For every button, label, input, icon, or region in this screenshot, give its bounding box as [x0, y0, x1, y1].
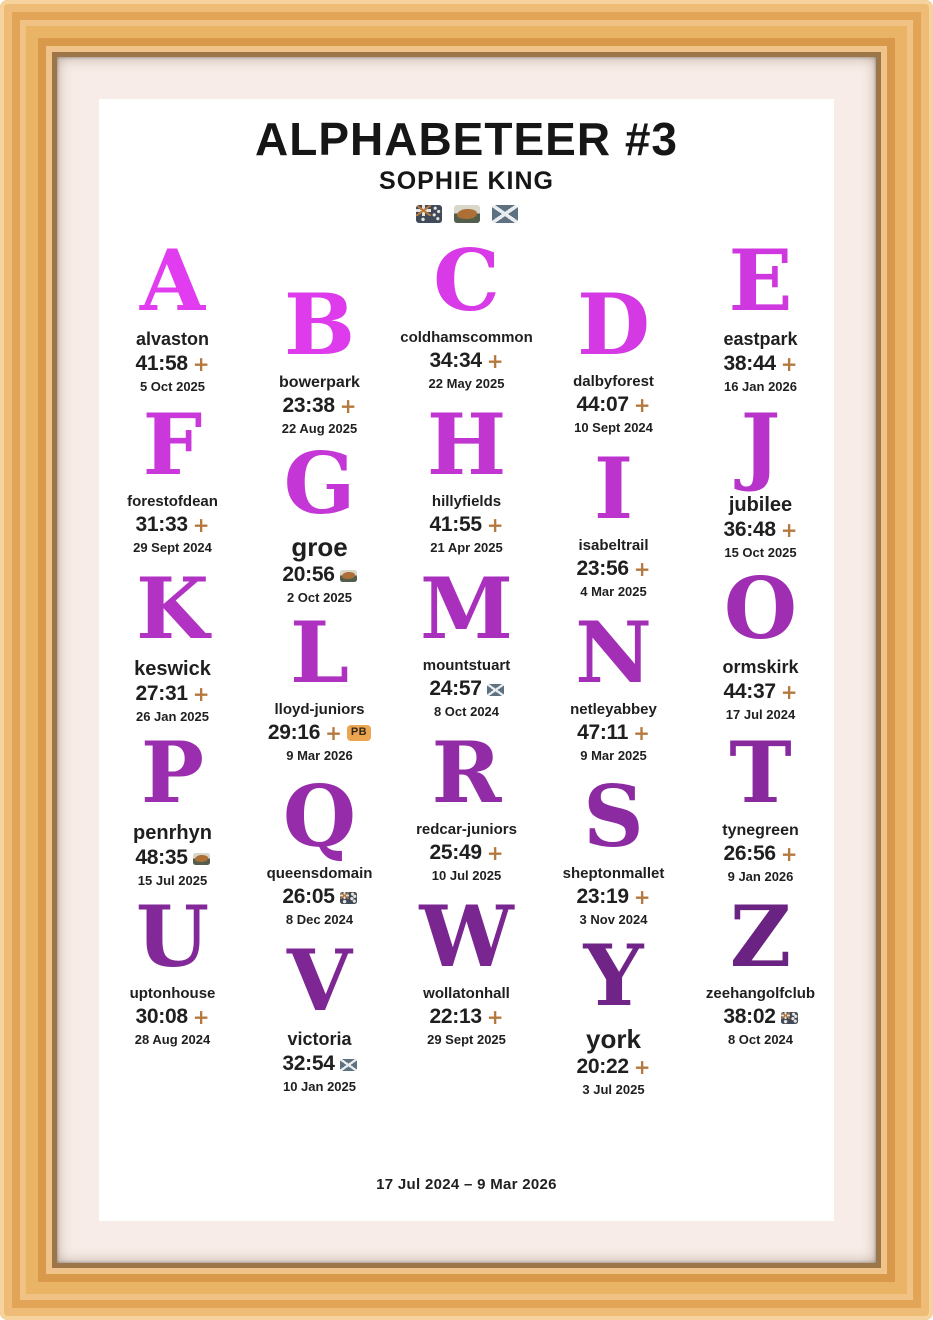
- event-time-row: [724, 842, 798, 866]
- event-name: queensdomain: [266, 865, 373, 883]
- event-name: bowerpark: [279, 374, 360, 392]
- event-name: sheptonmallet: [562, 865, 665, 883]
- event-letter: Y: [583, 925, 644, 1025]
- event-time-row: [136, 1005, 210, 1029]
- event-time-row: [135, 846, 209, 870]
- event-time: 24:57: [429, 676, 482, 700]
- event-cell: [99, 889, 246, 1053]
- event-time: 38:44: [723, 352, 776, 376]
- scotland-flag-icon: [492, 205, 518, 223]
- event-letter: N: [575, 603, 652, 703]
- event-letter: Q: [282, 767, 357, 867]
- event-time-row: [282, 1052, 356, 1076]
- event-time: 38:02: [723, 1004, 776, 1028]
- plus-icon: +: [486, 1004, 504, 1029]
- event-date: 8 Oct 2024: [727, 1031, 794, 1047]
- event-time: 41:58: [135, 352, 188, 376]
- plus-icon: +: [633, 1055, 651, 1080]
- event-time-row: [282, 885, 356, 909]
- event-name: ormskirk: [722, 657, 799, 678]
- event-cell: [99, 561, 246, 725]
- event-date: 9 Mar 2026: [286, 747, 353, 763]
- plus-icon: +: [486, 348, 504, 373]
- event-name: groe: [291, 531, 348, 562]
- event-cell: [687, 561, 834, 725]
- event-name: forestofdean: [127, 493, 218, 511]
- plus-icon: +: [339, 393, 357, 418]
- poster: [99, 99, 834, 1221]
- event-date: 2 Oct 2025: [286, 590, 353, 606]
- event-name: york: [586, 1023, 641, 1054]
- event-letter: M: [420, 559, 513, 659]
- event-letter: S: [583, 767, 644, 867]
- frame-mat: [57, 57, 876, 1263]
- event-time: 22:13: [429, 1004, 482, 1028]
- plus-icon: +: [780, 841, 798, 866]
- event-date: 15 Oct 2025: [724, 545, 797, 561]
- event-time: 44:37: [723, 680, 776, 704]
- event-name: mountstuart: [422, 657, 511, 675]
- event-cell: [393, 889, 540, 1053]
- date-range: 17 Jul 2024 – 9 Mar 2026: [376, 1176, 557, 1193]
- events-grid: [99, 231, 834, 1098]
- event-time: 27:31: [135, 682, 188, 706]
- event-time: 20:22: [576, 1055, 629, 1079]
- event-letter: T: [729, 723, 792, 823]
- event-time-row: [136, 352, 210, 376]
- event-time: 41:55: [429, 512, 482, 536]
- plus-icon: +: [486, 512, 504, 537]
- event-letter: B: [284, 275, 355, 375]
- plus-icon: +: [633, 392, 651, 417]
- event-name: dalbyforest: [573, 373, 654, 391]
- event-letter: F: [142, 395, 203, 495]
- event-letter: K: [135, 559, 209, 659]
- event-time: 36:48: [723, 518, 776, 542]
- scotland-flag-icon: [340, 1059, 357, 1071]
- event-letter: I: [593, 439, 634, 539]
- event-cell: [246, 605, 393, 769]
- wales-flag-icon: [340, 570, 357, 582]
- event-date: 4 Mar 2025: [580, 583, 647, 599]
- event-cell: [99, 725, 246, 889]
- event-date: 8 Dec 2024: [285, 911, 354, 927]
- event-time: 29:16: [267, 720, 321, 744]
- event-time: 48:35: [135, 846, 188, 870]
- event-time-row: [136, 513, 210, 537]
- plus-icon: +: [780, 352, 798, 377]
- australia-flag-icon: [781, 1012, 798, 1024]
- event-letter: C: [433, 231, 500, 331]
- australia-flag-icon: [340, 892, 357, 904]
- event-letter: V: [286, 931, 353, 1031]
- plus-icon: +: [486, 840, 504, 865]
- event-letter: P: [140, 723, 205, 823]
- event-cell: [246, 277, 393, 441]
- event-time-row: [430, 513, 504, 537]
- event-letter: R: [431, 723, 502, 823]
- event-time: 34:34: [429, 348, 482, 372]
- event-name: uptonhouse: [129, 985, 216, 1003]
- plus-icon: +: [192, 352, 210, 377]
- event-cell: [540, 925, 687, 1098]
- event-name: eastpark: [723, 329, 798, 350]
- plus-icon: +: [192, 682, 210, 707]
- plus-icon: +: [192, 512, 210, 537]
- event-time-row: [268, 721, 371, 745]
- event-date: 21 Apr 2025: [430, 539, 503, 555]
- event-name: lloyd-juniors: [274, 701, 365, 719]
- event-letter: A: [139, 231, 206, 331]
- event-date: 10 Sept 2024: [574, 419, 653, 435]
- event-name: isabeltrail: [578, 537, 649, 555]
- event-date: 29 Sept 2024: [133, 539, 212, 555]
- event-time-row: [724, 680, 798, 704]
- event-name: netleyabbey: [570, 701, 657, 719]
- event-time-row: [430, 349, 504, 373]
- event-name: victoria: [287, 1029, 352, 1050]
- wales-flag-icon: [454, 205, 480, 223]
- event-time: 32:54: [282, 1052, 335, 1076]
- event-time: 26:05: [282, 884, 335, 908]
- event-time: 47:11: [577, 720, 629, 744]
- plus-icon: +: [633, 720, 650, 745]
- event-cell: [687, 889, 834, 1053]
- event-date: 3 Jul 2025: [582, 1082, 645, 1098]
- event-time: 30:08: [135, 1004, 188, 1028]
- scotland-flag-icon: [487, 684, 504, 696]
- event-date: 29 Sept 2025: [427, 1031, 506, 1047]
- event-time-row: [577, 721, 650, 745]
- event-cell: [687, 397, 834, 561]
- event-time-row: [430, 841, 504, 865]
- event-time-row: [724, 352, 798, 376]
- event-date: 10 Jan 2025: [282, 1079, 356, 1095]
- event-date: 9 Jan 2026: [727, 868, 794, 884]
- event-letter: O: [723, 559, 798, 659]
- event-cell: [393, 397, 540, 561]
- event-cell: [246, 933, 393, 1097]
- event-name: penrhyn: [133, 822, 212, 845]
- event-date: 8 Oct 2024: [433, 703, 500, 719]
- event-time-row: [577, 885, 651, 909]
- event-letter: J: [740, 395, 781, 495]
- event-time-row: [282, 563, 356, 587]
- event-letter: Z: [729, 887, 792, 987]
- event-name: wollatonhall: [423, 985, 510, 1003]
- event-cell: [540, 605, 687, 769]
- event-time-row: [577, 557, 651, 581]
- event-cell: [687, 725, 834, 889]
- event-time-row: [429, 677, 503, 701]
- event-time: 31:33: [135, 512, 188, 536]
- event-time: 23:38: [282, 393, 335, 417]
- event-cell: [393, 561, 540, 725]
- plus-icon: +: [633, 556, 651, 581]
- event-time-row: [430, 1005, 504, 1029]
- event-cell: [540, 277, 687, 441]
- event-time-row: [724, 518, 798, 542]
- event-name: hillyfields: [431, 493, 502, 511]
- event-date: 22 May 2025: [428, 375, 505, 391]
- event-time-row: [577, 393, 651, 417]
- event-name: alvaston: [135, 329, 210, 350]
- event-letter: W: [419, 887, 514, 987]
- event-name: redcar-juniors: [416, 821, 517, 839]
- event-cell: [540, 769, 687, 933]
- countries-flags-row: [416, 205, 518, 223]
- event-letter: D: [577, 275, 650, 375]
- event-cell: [99, 233, 246, 397]
- event-name: zeehangolfclub: [705, 985, 816, 1003]
- event-name: tynegreen: [722, 822, 799, 840]
- event-time-row: [283, 394, 357, 418]
- event-cell: [246, 769, 393, 933]
- event-date: 9 Mar 2025: [580, 747, 647, 763]
- athlete-name: SOPHIE KING: [379, 167, 554, 196]
- event-date: 16 Jan 2026: [723, 379, 797, 395]
- plus-icon: +: [633, 884, 651, 909]
- event-cell: [393, 725, 540, 889]
- pb-badge: PB: [347, 725, 371, 741]
- event-time: 20:56: [282, 563, 335, 587]
- event-time-row: [723, 1005, 797, 1029]
- wales-flag-icon: [193, 853, 210, 865]
- plus-icon: +: [325, 720, 342, 745]
- event-name: coldhamscommon: [400, 329, 533, 347]
- event-cell: [393, 233, 540, 397]
- event-cell: [246, 433, 393, 606]
- event-time: 26:56: [723, 841, 776, 865]
- page-title: ALPHABETEER #3: [255, 113, 678, 165]
- event-name: jubilee: [728, 494, 793, 517]
- event-letter: U: [135, 887, 210, 987]
- event-date: 28 Aug 2024: [134, 1031, 211, 1047]
- event-date: 15 Jul 2025: [137, 873, 208, 889]
- event-name: keswick: [134, 658, 211, 681]
- event-time: 23:56: [576, 556, 629, 580]
- event-date: 3 Nov 2024: [579, 911, 648, 927]
- event-cell: [99, 397, 246, 561]
- plus-icon: +: [780, 518, 798, 543]
- event-time: 44:07: [576, 392, 629, 416]
- event-time-row: [136, 682, 210, 706]
- event-time-row: [577, 1055, 651, 1079]
- event-letter: E: [728, 231, 793, 331]
- event-time: 23:19: [576, 884, 629, 908]
- event-date: 22 Aug 2025: [281, 420, 358, 436]
- event-letter: H: [426, 395, 507, 495]
- event-date: 5 Oct 2025: [139, 379, 206, 395]
- event-letter: G: [283, 433, 356, 533]
- australia-flag-icon: [416, 205, 442, 223]
- event-date: 26 Jan 2025: [135, 709, 209, 725]
- event-time: 25:49: [429, 840, 482, 864]
- event-letter: L: [289, 603, 350, 703]
- event-cell: [687, 233, 834, 397]
- event-cell: [540, 441, 687, 605]
- event-date: 17 Jul 2024: [725, 707, 796, 723]
- plus-icon: +: [780, 680, 798, 705]
- event-date: 10 Jul 2025: [431, 867, 502, 883]
- plus-icon: +: [192, 1004, 210, 1029]
